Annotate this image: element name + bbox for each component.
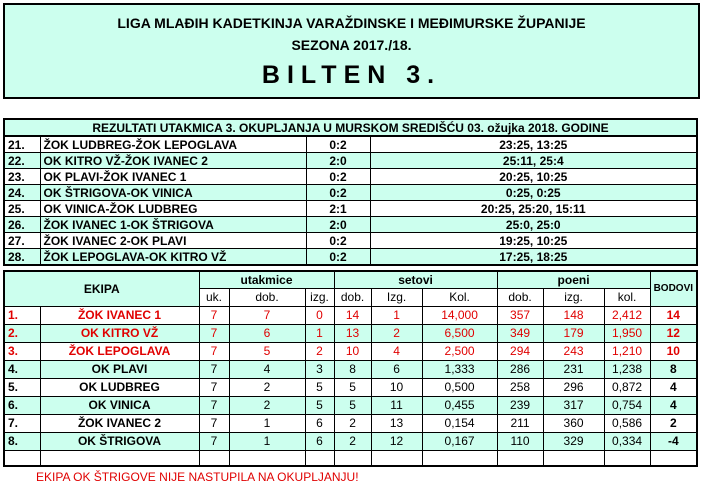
subheader-cell: kol.	[604, 289, 650, 307]
standings-uk: 7	[199, 361, 229, 379]
subheader-cell: dob.	[334, 289, 371, 307]
match-name: ŽOK LEPOGLAVA-OK KITRO VŽ	[40, 249, 306, 266]
setovi-header: setovi	[334, 271, 497, 289]
standings-bod: 12	[650, 325, 697, 343]
standings-rank: 8.	[4, 433, 40, 451]
standings-row	[4, 325, 697, 343]
standings-rank: 3.	[4, 343, 40, 361]
result-row	[4, 169, 697, 185]
match-score: 0:2	[306, 233, 370, 249]
standings-pdob: 286	[497, 361, 543, 379]
result-row	[4, 185, 697, 201]
standings-izg: 3	[305, 361, 334, 379]
standings-sizg: 1	[371, 307, 422, 325]
standings-dob: 2	[229, 379, 305, 397]
standings-row	[4, 379, 697, 397]
bodovi-header: BODOVI	[650, 271, 697, 307]
match-name: OK VINICA-ŽOK LUDBREG	[40, 201, 306, 217]
standings-team: ŽOK IVANEC 2	[40, 415, 199, 433]
standings-pizg: 231	[543, 361, 604, 379]
match-name: OK PLAVI-ŽOK IVANEC 1	[40, 169, 306, 185]
match-sets: 25:0, 25:0	[370, 217, 697, 233]
standings-pdob: 357	[497, 307, 543, 325]
results-title: REZULTATI UTAKMICA 3. OKUPLJANJA U MURSKOM SREDIŠĆU 03. ožujka 2018. GODINE	[4, 119, 697, 136]
standings-team: ŽOK IVANEC 1	[40, 307, 199, 325]
standings-pkol: 0,334	[604, 433, 650, 451]
standings-skol: 1,333	[422, 361, 497, 379]
result-row	[4, 136, 697, 153]
standings-sizg: 11	[371, 397, 422, 415]
standings-bod: 10	[650, 343, 697, 361]
standings-header-row	[4, 271, 697, 289]
standings-pkol: 2,412	[604, 307, 650, 325]
match-sets: 20:25, 25:20, 15:11	[370, 201, 697, 217]
standings-pkol: 0,754	[604, 397, 650, 415]
standings-izg: 6	[305, 415, 334, 433]
ekipa-header: EKIPA	[4, 271, 199, 307]
standings-dob: 7	[229, 307, 305, 325]
standings-rank: 6.	[4, 397, 40, 415]
standings-sdob: 2	[334, 433, 371, 451]
match-number: 27.	[4, 233, 40, 249]
standings-skol: 2,500	[422, 343, 497, 361]
standings-team: OK ŠTRIGOVA	[40, 433, 199, 451]
match-number: 28.	[4, 249, 40, 266]
standings-table	[3, 270, 698, 467]
match-number: 22.	[4, 153, 40, 169]
match-sets: 23:25, 13:25	[370, 136, 697, 153]
subheader-cell: dob.	[497, 289, 543, 307]
standings-pizg: 148	[543, 307, 604, 325]
standings-sizg: 2	[371, 325, 422, 343]
standings-dob: 1	[229, 433, 305, 451]
standings-pizg: 329	[543, 433, 604, 451]
standings-row	[4, 361, 697, 379]
standings-uk: 7	[199, 397, 229, 415]
standings-pizg: 179	[543, 325, 604, 343]
match-name: ŽOK IVANEC 2-OK PLAVI	[40, 233, 306, 249]
match-name: OK KITRO VŽ-ŽOK IVANEC 2	[40, 153, 306, 169]
match-score: 2:1	[306, 201, 370, 217]
standings-uk: 7	[199, 325, 229, 343]
standings-izg: 2	[305, 343, 334, 361]
standings-uk: 7	[199, 343, 229, 361]
standings-row	[4, 415, 697, 433]
standings-skol: 0,500	[422, 379, 497, 397]
bulletin-title: BILTEN 3.	[261, 61, 442, 89]
standings-row	[4, 397, 697, 415]
standings-dob: 6	[229, 325, 305, 343]
standings-rank: 1.	[4, 307, 40, 325]
absence-note: EKIPA OK ŠTRIGOVE NIJE NASTUPILA NA OKUPLJANJU!	[36, 470, 359, 484]
standings-team: OK PLAVI	[40, 361, 199, 379]
standings-team: OK LUDBREG	[40, 379, 199, 397]
standings-pkol: 1,950	[604, 325, 650, 343]
standings-row	[4, 307, 697, 325]
standings-izg: 1	[305, 325, 334, 343]
season-title: SEZONA 2017./18.	[291, 37, 412, 53]
standings-izg: 6	[305, 433, 334, 451]
standings-bod: 4	[650, 397, 697, 415]
standings-skol: 0,167	[422, 433, 497, 451]
subheader-cell: Izg.	[371, 289, 422, 307]
match-number: 26.	[4, 217, 40, 233]
standings-pdob: 258	[497, 379, 543, 397]
standings-dob: 2	[229, 397, 305, 415]
standings-sdob: 5	[334, 397, 371, 415]
match-number: 21.	[4, 136, 40, 153]
standings-pizg: 317	[543, 397, 604, 415]
standings-sdob: 8	[334, 361, 371, 379]
standings-empty-row	[4, 451, 697, 467]
standings-team: OK KITRO VŽ	[40, 325, 199, 343]
standings-sizg: 10	[371, 379, 422, 397]
standings-izg: 5	[305, 397, 334, 415]
standings-pizg: 243	[543, 343, 604, 361]
standings-sizg: 12	[371, 433, 422, 451]
league-title: LIGA MLAĐIH KADETKINJA VARAŽDINSKE I MEĐIMURSKE ŽUPANIJE	[117, 15, 586, 31]
match-score: 2:0	[306, 217, 370, 233]
standings-pdob: 211	[497, 415, 543, 433]
match-name: ŽOK IVANEC 1-OK ŠTRIGOVA	[40, 217, 306, 233]
standings-pkol: 1,210	[604, 343, 650, 361]
standings-bod: 4	[650, 379, 697, 397]
match-name: ŽOK LUDBREG-ŽOK LEPOGLAVA	[40, 136, 306, 153]
match-name: OK ŠTRIGOVA-OK VINICA	[40, 185, 306, 201]
standings-pkol: 1,238	[604, 361, 650, 379]
standings-bod: 2	[650, 415, 697, 433]
standings-pizg: 296	[543, 379, 604, 397]
standings-uk: 7	[199, 307, 229, 325]
standings-izg: 5	[305, 379, 334, 397]
utakmice-header: utakmice	[199, 271, 334, 289]
standings-row	[4, 343, 697, 361]
subheader-cell: izg.	[543, 289, 604, 307]
subheader-cell: izg.	[305, 289, 334, 307]
standings-pdob: 110	[497, 433, 543, 451]
subheader-cell: Kol.	[422, 289, 497, 307]
standings-team: OK VINICA	[40, 397, 199, 415]
standings-team: ŽOK LEPOGLAVA	[40, 343, 199, 361]
standings-skol: 0,154	[422, 415, 497, 433]
standings-pdob: 294	[497, 343, 543, 361]
standings-dob: 5	[229, 343, 305, 361]
standings-row	[4, 433, 697, 451]
standings-rank: 5.	[4, 379, 40, 397]
match-sets: 19:25, 10:25	[370, 233, 697, 249]
match-sets: 0:25, 0:25	[370, 185, 697, 201]
standings-skol: 14,000	[422, 307, 497, 325]
standings-uk: 7	[199, 379, 229, 397]
poeni-header: poeni	[497, 271, 650, 289]
result-row	[4, 233, 697, 249]
bulletin-header	[3, 3, 700, 99]
standings-skol: 0,455	[422, 397, 497, 415]
standings-pkol: 0,586	[604, 415, 650, 433]
standings-uk: 7	[199, 415, 229, 433]
standings-sdob: 14	[334, 307, 371, 325]
match-score: 0:2	[306, 249, 370, 266]
match-sets: 17:25, 18:25	[370, 249, 697, 266]
standings-sdob: 5	[334, 379, 371, 397]
standings-izg: 0	[305, 307, 334, 325]
match-sets: 20:25, 10:25	[370, 169, 697, 185]
subheader-cell: uk.	[199, 289, 229, 307]
standings-sizg: 13	[371, 415, 422, 433]
match-score: 0:2	[306, 185, 370, 201]
result-row	[4, 217, 697, 233]
standings-dob: 4	[229, 361, 305, 379]
match-number: 23.	[4, 169, 40, 185]
results-title-row	[4, 119, 697, 136]
standings-dob: 1	[229, 415, 305, 433]
standings-bod: 8	[650, 361, 697, 379]
match-number: 24.	[4, 185, 40, 201]
standings-skol: 6,500	[422, 325, 497, 343]
standings-sizg: 4	[371, 343, 422, 361]
match-score: 0:2	[306, 169, 370, 185]
standings-pkol: 0,872	[604, 379, 650, 397]
result-row	[4, 201, 697, 217]
standings-sdob: 13	[334, 325, 371, 343]
result-row	[4, 249, 697, 266]
standings-bod: -4	[650, 433, 697, 451]
standings-pdob: 239	[497, 397, 543, 415]
match-number: 25.	[4, 201, 40, 217]
result-row	[4, 153, 697, 169]
standings-rank: 2.	[4, 325, 40, 343]
standings-pizg: 360	[543, 415, 604, 433]
standings-rank: 7.	[4, 415, 40, 433]
match-score: 0:2	[306, 136, 370, 153]
subheader-cell: dob.	[229, 289, 305, 307]
match-score: 2:0	[306, 153, 370, 169]
standings-pdob: 349	[497, 325, 543, 343]
results-table	[3, 118, 698, 266]
standings-uk: 7	[199, 433, 229, 451]
standings-sdob: 2	[334, 415, 371, 433]
standings-rank: 4.	[4, 361, 40, 379]
standings-sizg: 6	[371, 361, 422, 379]
standings-bod: 14	[650, 307, 697, 325]
standings-sdob: 10	[334, 343, 371, 361]
match-sets: 25:11, 25:4	[370, 153, 697, 169]
